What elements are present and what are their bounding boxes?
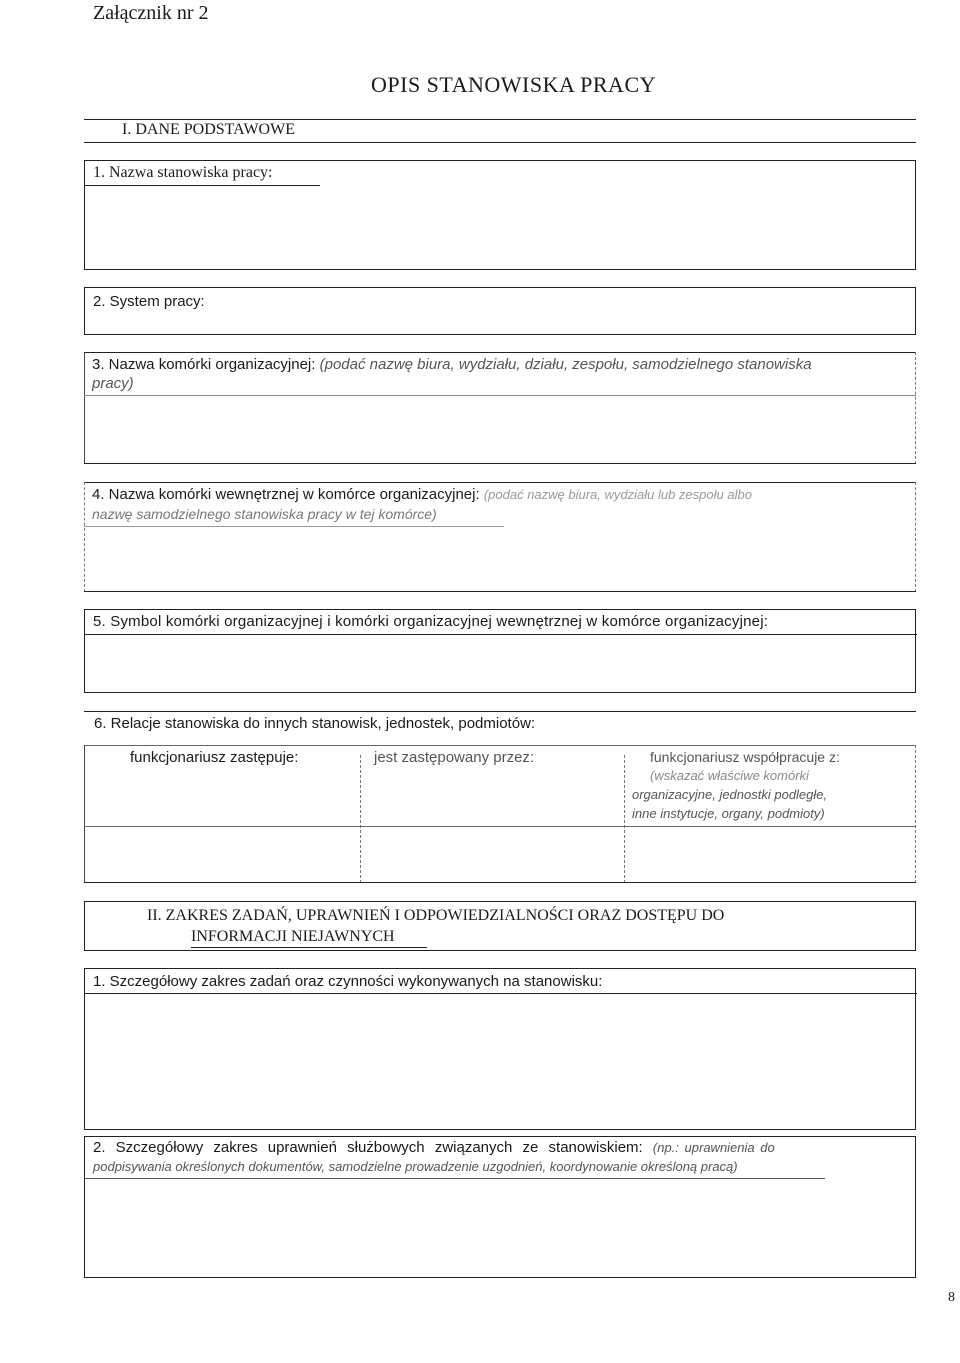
internal-unit-left-rule bbox=[84, 482, 85, 592]
powers-scope-underline bbox=[85, 1178, 825, 1179]
relations-col-cooperates-hint-1: (wskazać właściwe komórki bbox=[650, 768, 809, 783]
relations-bottom-rule bbox=[84, 882, 916, 883]
org-unit-underline bbox=[84, 395, 916, 396]
tasks-scope-label: 1. Szczegółowy zakres zadań oraz czynności wykonywanych na stanowisku: bbox=[93, 973, 603, 990]
powers-scope-hint-cont: podpisywania określonych dokumentów, samodzielne prowadzenie uzgodnień, koordynowanie określoną pracą) bbox=[93, 1159, 738, 1174]
relations-cooperates-input[interactable] bbox=[625, 827, 915, 882]
internal-unit-label: 4. Nazwa komórki wewnętrznej w komórce organizacyjnej: bbox=[92, 486, 480, 503]
org-unit-hint-cont: pracy) bbox=[92, 375, 134, 392]
work-system-field[interactable] bbox=[84, 287, 916, 335]
org-unit-field[interactable] bbox=[84, 352, 916, 464]
unit-symbol-label: 5. Symbol komórki organizacyjnej i komórki organizacyjnej wewnętrznej w komórce organizacyjnej: bbox=[93, 613, 769, 630]
relations-col-cooperates: funkcjonariusz współpracuje z: bbox=[650, 749, 840, 765]
internal-unit-field[interactable] bbox=[84, 482, 916, 592]
org-unit-right-rule bbox=[915, 352, 916, 464]
org-unit-left-rule bbox=[84, 352, 85, 464]
page-number: 8 bbox=[948, 1290, 955, 1305]
relations-label: 6. Relacje stanowiska do innych stanowisk, jednostek, podmiotów: bbox=[94, 715, 536, 732]
attachment-label: Załącznik nr 2 bbox=[93, 2, 209, 24]
relations-col-replaces: funkcjonariusz zastępuje: bbox=[130, 749, 299, 766]
label-underline bbox=[85, 185, 320, 186]
org-unit-label: 3. Nazwa komórki organizacyjnej: bbox=[92, 356, 316, 373]
relations-col-cooperates-hint-2: organizacyjne, jednostki podległe, bbox=[632, 787, 828, 802]
relations-replaces-input[interactable] bbox=[85, 827, 360, 882]
org-unit-top-rule bbox=[84, 352, 916, 353]
internal-unit-top-rule bbox=[84, 482, 916, 483]
internal-unit-right-rule bbox=[915, 482, 916, 592]
relations-top-rule bbox=[84, 711, 916, 712]
unit-symbol-underline bbox=[85, 634, 917, 635]
internal-unit-hint-cont: nazwę samodzielnego stanowiska pracy w tej komórce) bbox=[92, 506, 437, 522]
tasks-scope-field[interactable] bbox=[84, 968, 916, 1130]
work-system-label: 2. System pracy: bbox=[93, 293, 205, 310]
section1-heading: I. DANE PODSTAWOWE bbox=[122, 121, 295, 138]
internal-unit-hint: (podać nazwę biura, wydziału lub zespołu albo bbox=[483, 487, 752, 502]
relations-header-rule bbox=[84, 745, 916, 746]
internal-unit-underline bbox=[84, 526, 504, 527]
org-unit-hint: (podać nazwę biura, wydziału, działu, zespołu, samodzielnego stanowiska bbox=[319, 356, 812, 373]
org-unit-bottom-rule bbox=[84, 463, 916, 464]
page-title: OPIS STANOWISKA PRACY bbox=[371, 72, 657, 97]
section1-bottom-rule bbox=[84, 142, 916, 143]
tasks-scope-underline bbox=[85, 993, 917, 994]
section2-heading-underline bbox=[191, 947, 427, 948]
powers-scope-label: 2. Szczegółowy zakres uprawnień służbowych związanych ze stanowiskiem: bbox=[93, 1139, 643, 1156]
relations-col-cooperates-hint-3: inne instytucje, organy, podmioty) bbox=[632, 806, 825, 821]
relations-col-replaced-by: jest zastępowany przez: bbox=[374, 749, 535, 766]
section1-top-rule bbox=[84, 119, 916, 120]
section2-heading-box bbox=[84, 901, 916, 951]
relations-field bbox=[84, 711, 916, 883]
section2-heading: II. ZAKRES ZADAŃ, UPRAWNIEŃ I ODPOWIEDZIALNOŚCI ORAZ DOSTĘPU DO bbox=[147, 907, 725, 924]
powers-scope-field[interactable] bbox=[84, 1136, 916, 1278]
section2-heading-cont: INFORMACJI NIEJAWNYCH bbox=[191, 928, 395, 945]
position-name-field[interactable] bbox=[84, 160, 916, 270]
relations-right-rule bbox=[915, 745, 916, 883]
position-name-label: 1. Nazwa stanowiska pracy: bbox=[93, 164, 273, 181]
relations-replaced-by-input[interactable] bbox=[361, 827, 624, 882]
powers-scope-hint: (np.: uprawnienia do bbox=[652, 1140, 775, 1155]
unit-symbol-field[interactable] bbox=[84, 609, 916, 693]
internal-unit-bottom-rule bbox=[84, 591, 916, 592]
